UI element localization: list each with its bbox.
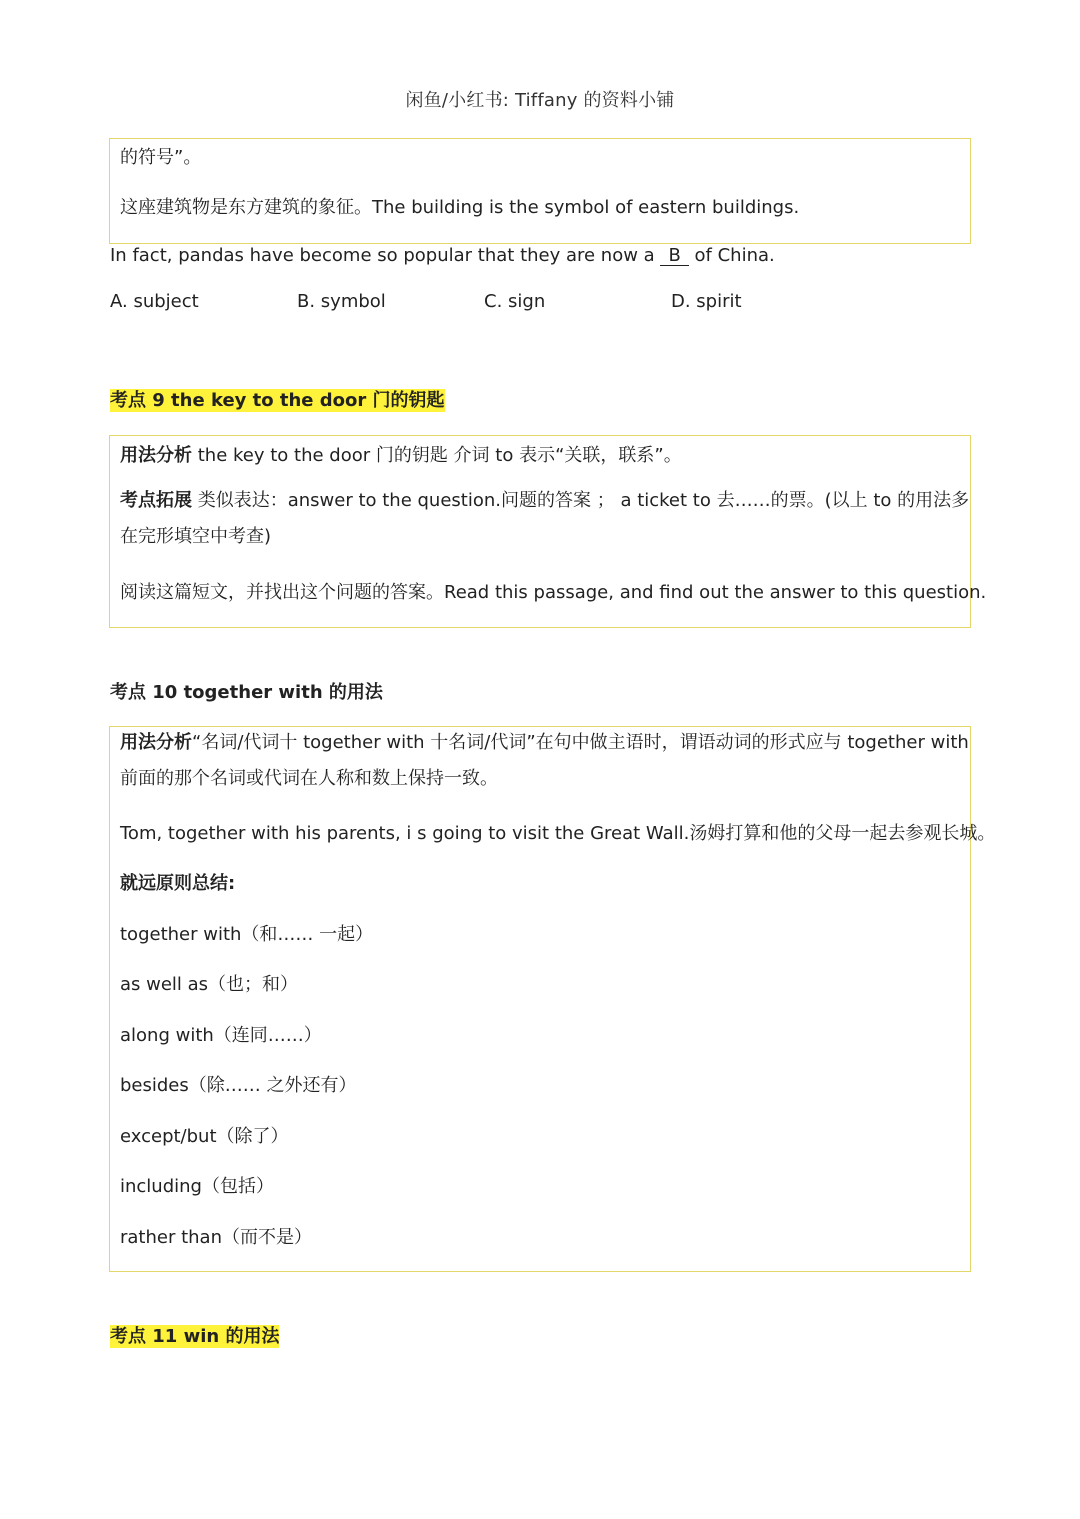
extension	[120, 483, 970, 555]
question-sentence	[110, 245, 775, 266]
usage-text: “名词/代词十 together with 十名词/代词”在句中做主语时，谓语动词的形式应与 together with 前面的那个名词或代词在人称和数上保持一致。	[120, 732, 969, 789]
note-box-point10	[109, 726, 996, 1272]
list-item: rather than（而不是）	[120, 1227, 312, 1248]
option-c: C. sign	[484, 291, 546, 312]
heading-text: 考点 11 win 的用法	[110, 1326, 280, 1347]
section-heading-9	[110, 386, 445, 412]
box-line: 的符号”。	[120, 147, 202, 168]
list-item: as well as（也；和）	[120, 974, 299, 995]
example-sentence: Tom, together with his parents, i s going to visit the Great Wall.汤姆打算和他的父母一起去参观长城。	[120, 823, 996, 844]
usage-analysis	[120, 725, 970, 797]
note-box-symbol	[109, 138, 971, 244]
example-sentence: 阅读这篇短文，并找出这个问题的答案。Read this passage, and find out the answer to this question.	[120, 582, 987, 603]
usage-analysis	[120, 441, 682, 467]
answer-blank: B	[660, 247, 688, 266]
usage-text: the key to the door 门的钥匙 介词 to 表示“关联，联系”。	[192, 445, 682, 466]
option-d: D. spirit	[671, 291, 742, 312]
list-item: including（包括）	[120, 1176, 274, 1197]
list-item: along with（连同……）	[120, 1025, 322, 1046]
section-heading-11	[110, 1322, 279, 1348]
list-item: together with（和…… 一起）	[120, 924, 374, 945]
extension-text: 类似表达：answer to the question.问题的答案 ； a ticket to 去……的票。(以上 to 的用法多在完形填空中考查)	[120, 490, 970, 547]
option-b: B. symbol	[297, 291, 386, 312]
extension-label: 考点拓展	[120, 490, 192, 511]
heading-text: 考点 9 the key to the door 门的钥匙	[110, 390, 445, 411]
question-text-after: of China.	[688, 245, 775, 266]
summary-label: 就远原则总结:	[120, 873, 236, 894]
usage-label: 用法分析	[120, 445, 192, 466]
page-header: 闲鱼/小红书: Tiffany 的资料小铺	[405, 90, 675, 111]
question-text-before: In fact, pandas have become so popular that they are now a	[110, 245, 661, 266]
option-a: A. subject	[110, 291, 199, 312]
section-heading-10: 考点 10 together with 的用法	[110, 682, 383, 703]
usage-label: 用法分析	[120, 732, 192, 753]
list-item: except/but（除了）	[120, 1126, 289, 1147]
note-box-point9	[109, 435, 987, 628]
list-item: besides（除…… 之外还有）	[120, 1075, 357, 1096]
example-sentence: 这座建筑物是东方建筑的象征。The building is the symbol of eastern buildings.	[120, 197, 800, 218]
